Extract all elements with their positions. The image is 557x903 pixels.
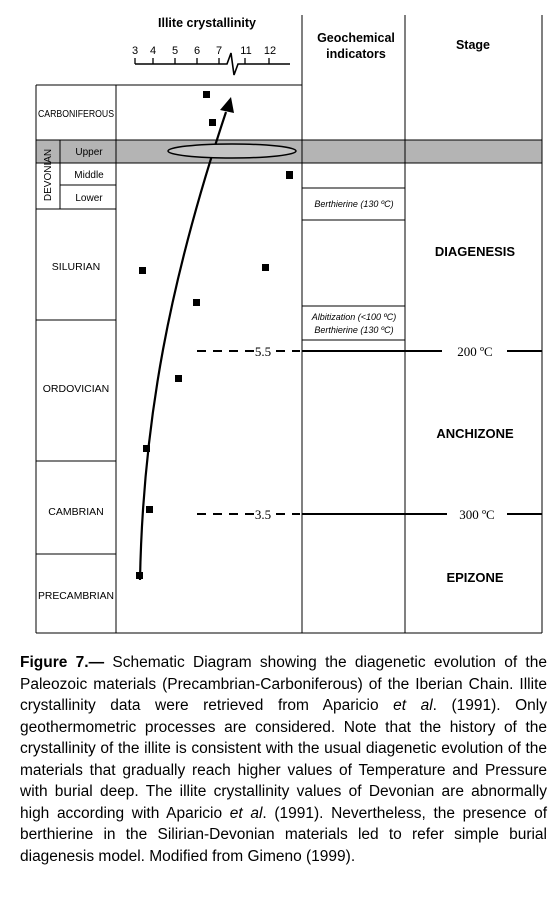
stage-epizone: EPIZONE — [446, 570, 504, 585]
ic-tick-label-5: 5 — [171, 45, 179, 57]
data-point — [139, 267, 146, 274]
data-point — [193, 299, 200, 306]
period-precambrian: PRECAMBRIAN — [38, 590, 114, 602]
isoline-200-label: 200 ºC — [457, 344, 493, 359]
data-point — [262, 264, 269, 271]
ic-tick-label-3: 3 — [131, 45, 139, 57]
figure-caption — [20, 652, 547, 867]
caption-etal-2: et al — [229, 804, 263, 822]
indicator-berthierine-1: Berthierine (130 ºC) — [314, 199, 394, 209]
period-devonian-upper: Upper — [75, 147, 103, 158]
stage-anchizone: ANCHIZONE — [436, 426, 514, 441]
data-point — [209, 119, 216, 126]
caption-label: Figure 7.— — [20, 654, 105, 671]
ic-axis — [132, 45, 290, 75]
isoline-35-label: 3.5 — [254, 507, 272, 522]
ic-tick-label-4: 4 — [149, 45, 157, 57]
period-devonian-lower: Lower — [75, 193, 103, 204]
ic-tick-label-7: 7 — [215, 45, 223, 57]
geo-header-line2: indicators — [326, 47, 386, 61]
ic-tick-label-12: 12 — [263, 45, 277, 57]
data-point — [146, 506, 153, 513]
caption-etal-1: et al — [393, 697, 433, 714]
caption-text-3: . (1991). Nevertheless, the presence of berthierine in the Silirian-Devonian materials led to refer simple burial diagenesis model. Modified from Gimeno (1999). — [20, 804, 547, 865]
trend-arrowhead-icon — [220, 97, 234, 113]
illite-header: Illite crystallinity — [158, 16, 256, 30]
period-carboniferous: CARBONIFEROUS — [38, 108, 114, 120]
period-cambrian: CAMBRIAN — [48, 506, 104, 518]
data-point — [203, 91, 210, 98]
stage-header: Stage — [455, 38, 491, 52]
indicator-albitization: Albitization (<100 ºC) — [311, 312, 397, 322]
stage-diagenesis: DIAGENESIS — [434, 244, 516, 259]
ic-tick-label-6: 6 — [193, 45, 201, 57]
data-point — [286, 171, 293, 179]
devonian-anomaly-ellipse — [168, 144, 296, 158]
geo-header-line1: Geochemical — [317, 31, 395, 45]
isoline-300-label: 300 ºC — [459, 507, 495, 522]
data-point — [175, 375, 182, 382]
period-devonian: DEVONIAN — [43, 148, 54, 202]
caption-text-1: Schematic Diagram showing the diagenetic evolution of the Paleozoic materials (Precambrian-Carboniferous) of the Iberian Chain. Illite crystallinity data were retrieved from Aparicio — [20, 654, 547, 714]
indicator-berthierine-2: Berthierine (130 ºC) — [314, 325, 394, 335]
caption-text-2: . (1991). Only geothermometric processes are considered. Note that the history of the crystallinity of the illite is consistent with the usual diagenetic evolution of the materials that gradually reach higher values of Temperature and Pressure with burial deep. The illite crystallinity values of Devonian are abnormally high according with Aparicio — [20, 697, 547, 822]
period-silurian: SILURIAN — [51, 261, 101, 273]
period-devonian-middle: Middle — [74, 170, 104, 181]
ic-tick-label-11: 11 — [240, 45, 252, 57]
period-ordovician: ORDOVICIAN — [42, 383, 110, 395]
isoline-55-label: 5.5 — [254, 344, 272, 359]
